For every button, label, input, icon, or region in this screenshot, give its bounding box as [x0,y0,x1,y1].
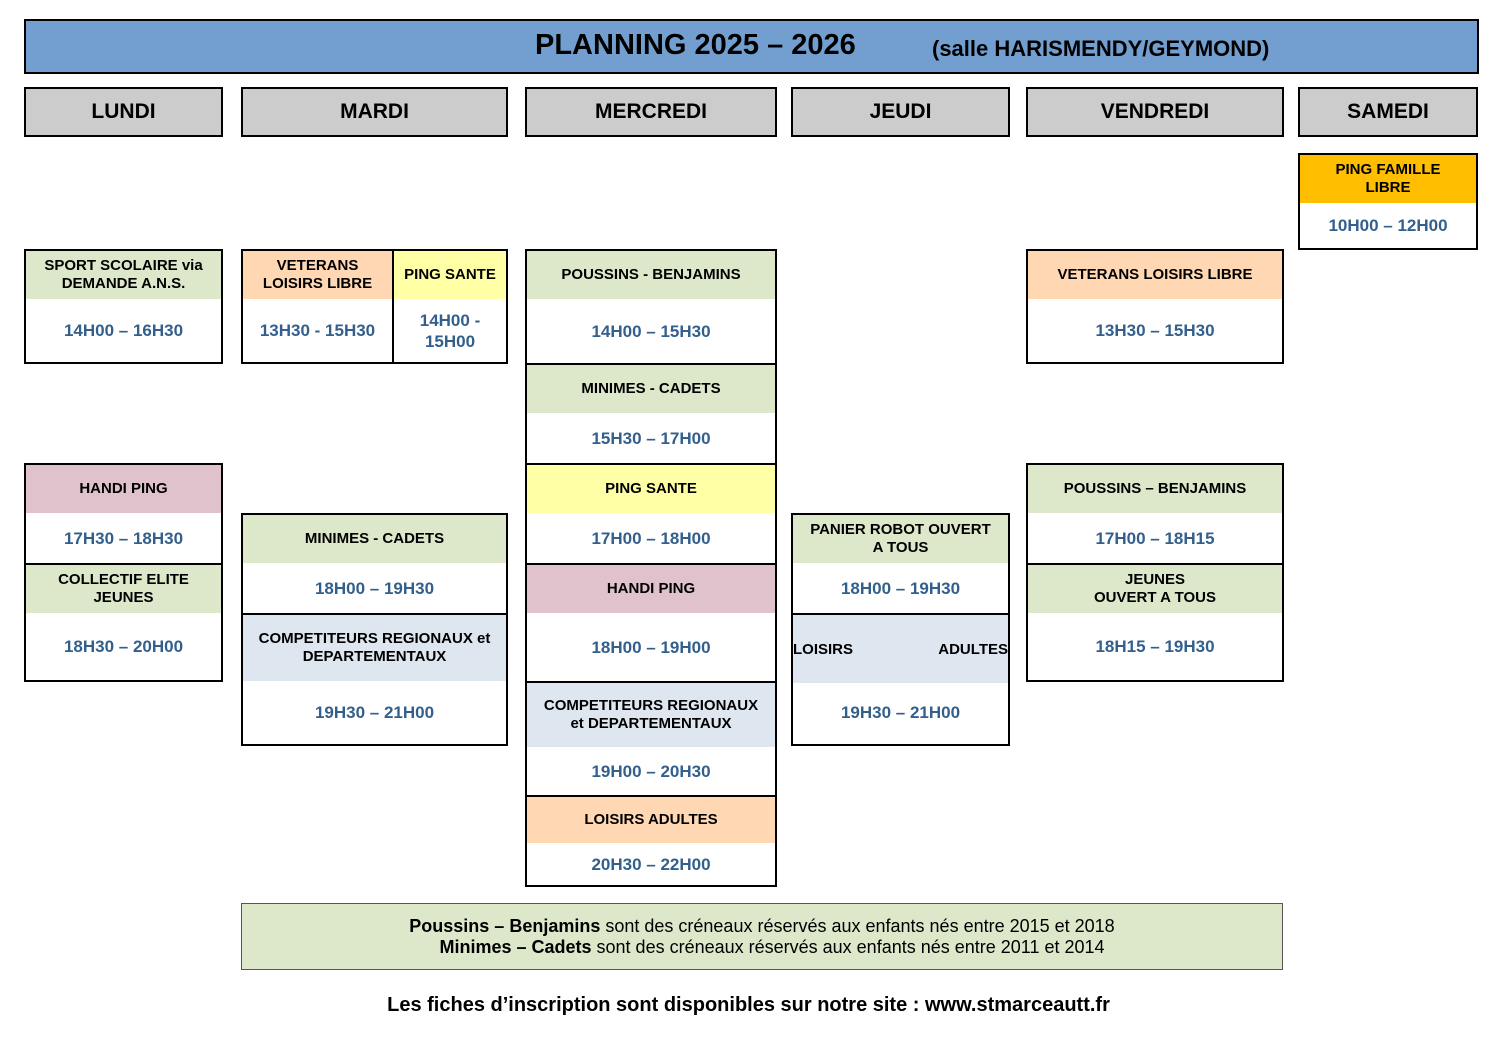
note-line-1-text: sont des créneaux réservés aux enfants nés entre 2015 et 2018 [600,915,1115,936]
slot-time: 13H30 – 15H30 [1095,321,1215,340]
mardi-afternoon-group [241,249,508,364]
age-note [241,903,1283,970]
page-subtitle: (salle HARISMENDY/GEYMOND) [932,36,1270,61]
slot-time-veterans: 13H30 - 15H30 [259,321,376,340]
slot-lundi-sport-scolaire [24,249,223,364]
day-header-samedi: SAMEDI [1298,87,1478,137]
note-line-1-bold: Poussins – Benjamins [409,915,601,936]
slot-label-competiteurs: COMPETITEURS REGIONAUX et DEPARTEMENTAUX [527,681,775,747]
slot-time-ping-sante: 17H00 – 18H00 [591,528,711,548]
slot-label-competiteurs: COMPETITEURS REGIONAUX et DEPARTEMENTAUX [243,613,506,681]
slot-time-poussins-benjamins: 14H00 – 15H30 [591,321,711,341]
slot-time-panier-robot: 18H00 – 19H30 [840,578,961,598]
slot-label-jeunes: JEUNES OUVERT A TOUS [1028,563,1282,613]
slot-time-collectif-elite: 18H30 – 20H00 [63,637,184,656]
slot-time-handi-ping: 17H30 – 18H30 [63,528,184,548]
page-title: PLANNING 2025 – 2026 [535,29,856,61]
slot-label-poussins-benjamins: POUSSINS - BENJAMINS [527,251,775,299]
slot-time-ping-sante: 14H00 - 15H00 [419,310,481,351]
slot-time-loisirs-adultes: 19H30 – 21H00 [840,703,961,722]
mardi-evening-group [241,513,508,746]
note-line-2-text: sont des créneaux réservés aux enfants nés entre 2011 et 2014 [591,936,1105,957]
note-line-2 [419,937,1104,958]
slot-time-handi-ping: 18H00 – 19H00 [591,637,711,657]
slot-label-handi-ping: HANDI PING [527,563,775,613]
slot-label-panier-robot: PANIER ROBOT OUVERT A TOUS [793,515,1008,563]
slot-label-ping-sante: PING SANTE [527,463,775,513]
jeudi-group [791,513,1010,746]
slot-time-loisirs-adultes: 20H30 – 22H00 [591,854,711,874]
slot-label-left: LOISIRS [793,640,854,658]
slot-label-ping-sante: PING SANTE [394,251,506,299]
slot-time-minimes-cadets: 18H00 – 19H30 [314,578,435,598]
slot-label: SPORT SCOLAIRE via DEMANDE A.N.S. [26,251,221,299]
slot-label-collectif-elite: COLLECTIF ELITE JEUNES [26,563,221,613]
slot-time: 14H00 – 16H30 [63,321,184,340]
day-header-lundi: LUNDI [24,87,223,137]
slot-label-handi-ping: HANDI PING [26,465,221,513]
slot-vendredi-veterans [1026,249,1284,364]
slot-time: 10H00 – 12H00 [1328,216,1448,235]
note-line-2-bold: Minimes – Cadets [439,936,592,957]
note-line-1 [409,916,1114,937]
slot-time-poussins-benjamins: 17H00 – 18H15 [1095,528,1215,548]
slot-label-loisirs-adultes [793,613,1008,683]
slot-label-poussins-benjamins: POUSSINS – BENJAMINS [1028,465,1282,513]
slot-time-competiteurs: 19H30 – 21H00 [314,703,435,722]
day-header-jeudi: JEUDI [791,87,1010,137]
slot-label-loisirs-adultes: LOISIRS ADULTES [527,795,775,843]
day-header-vendredi: VENDREDI [1026,87,1284,137]
title-banner [24,19,1479,74]
slot-time-jeunes: 18H15 – 19H30 [1095,637,1215,656]
day-header-mercredi: MERCREDI [525,87,777,137]
slot-label-right: ADULTES [938,640,1008,658]
slot-label-veterans: VETERANS LOISIRS LIBRE [243,251,392,299]
footer-text: Les fiches d’inscription sont disponibles sur notre site : www.stmarceautt.fr [387,994,1110,1016]
lundi-evening-group [24,463,223,682]
slot-label: PING FAMILLE LIBRE [1300,155,1476,203]
slot-time-competiteurs: 19H00 – 20H30 [591,761,711,781]
vendredi-evening-group [1026,463,1284,682]
slot-samedi-ping-famille [1298,153,1478,250]
slot-time-minimes-cadets: 15H30 – 17H00 [591,428,711,448]
mercredi-group [525,249,777,887]
slot-label-minimes-cadets: MINIMES - CADETS [243,515,506,563]
slot-label-minimes-cadets: MINIMES - CADETS [527,363,775,413]
slot-label: VETERANS LOISIRS LIBRE [1028,251,1282,299]
day-header-mardi: MARDI [241,87,508,137]
